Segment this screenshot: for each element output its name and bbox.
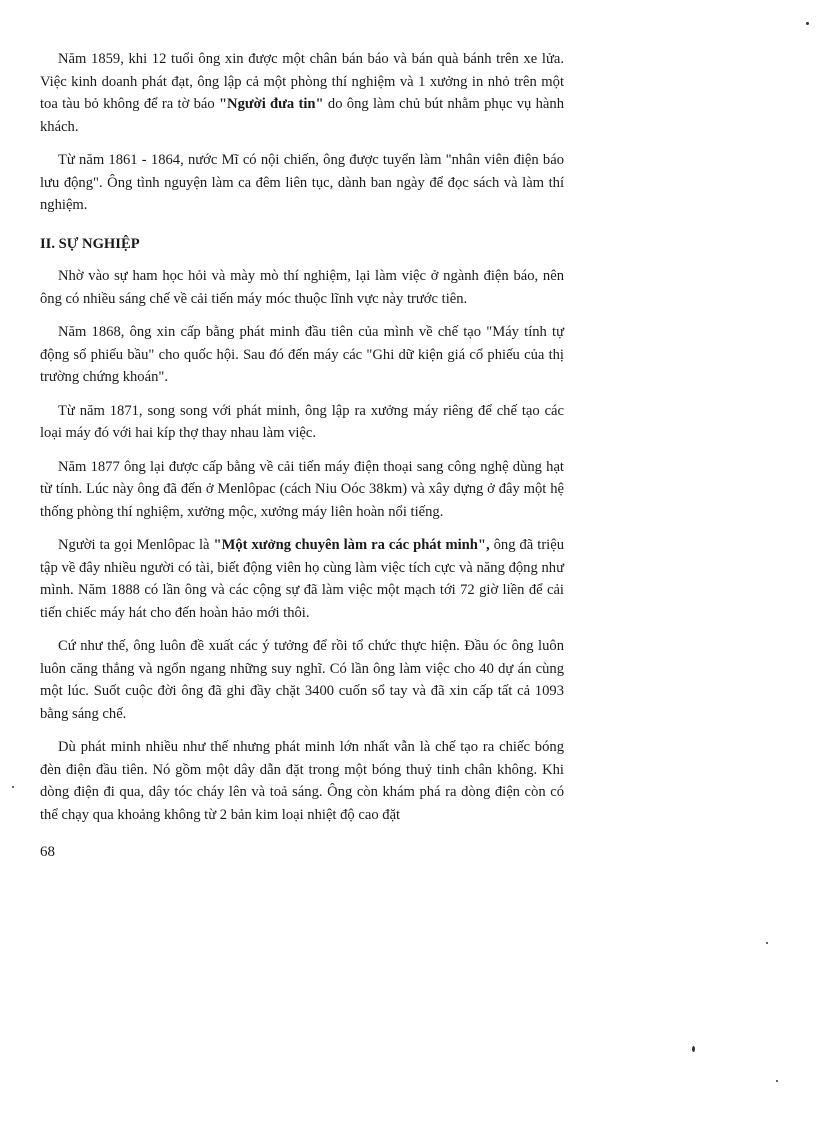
- page-body: [40, 48, 564, 837]
- paragraph-telegraph: Từ năm 1861 - 1864, nước Mĩ có nội chiến, ông được tuyển làm "nhân viên điện báo lưu động". Ông tình nguyện làm ca đêm liên tục, dành ban ngày để đọc sách và làm thí nghiệm.: [40, 152, 564, 213]
- paragraph-career-6: Cứ như thế, ông luôn đề xuất các ý tưởng để rồi tổ chức thực hiện. Đầu óc ông luôn luôn căng thẳng và ngổn ngang những suy nghĩ. Có lần ông làm việc cho 40 dự án cùng một lúc. Suốt cuộc đời ông đã ghi đầy chặt 3400 cuốn sổ tay và đã xin cấp tất cả 1093 bằng sáng chế.: [40, 638, 564, 722]
- paragraph-career-5: [40, 534, 564, 624]
- paragraph-career-3: Từ năm 1871, song song với phát minh, ông lập ra xưởng máy riêng để chế tạo các loại máy đó với hai kíp thợ thay nhau làm việc.: [40, 402, 564, 441]
- scan-speck: [12, 786, 14, 788]
- paragraph-text: Năm 1859, khi 12 tuổi ông xin được một chân bán báo và bán quà bánh trên xe lửa. Việc kinh doanh phát đạt, ông lập cả một phòng thí nghiệm và 1 xưởng in nhỏ trên một toa tàu bỏ không để ra tờ báo: [40, 51, 564, 112]
- newspaper-title: "Người đưa tin": [218, 96, 324, 112]
- paragraph-text: Người ta gọi Menlôpac là: [58, 537, 214, 553]
- paragraph-career-7: Dù phát minh nhiều như thế nhưng phát minh lớn nhất vẫn là chế tạo ra chiếc bóng đèn điện đầu tiên. Nó gồm một dây dẫn đặt trong một bóng thuỷ tinh chân không. Khi dòng điện đi qua, dây tóc cháy lên và toả sáng. Ông còn khám phá ra dòng điện còn có thể chạy qua khoảng không từ 2 bản kim loại nhiệt độ cao đặt: [40, 739, 564, 823]
- scan-speck: [806, 22, 809, 25]
- paragraph-career-4: Năm 1877 ông lại được cấp bằng về cải tiến máy điện thoại sang công nghệ dùng hạt từ tính. Lúc này ông đã đến ở Menlôpac (cách Niu Oóc 38km) và xây dựng ở đây một hệ thống phòng thí nghiệm, xưởng mộc, xưởng máy liên hoàn nổi tiếng.: [40, 458, 564, 520]
- page-number: 68: [40, 844, 55, 860]
- paragraph-newsboy: [40, 48, 564, 138]
- paragraph-text: ông đã triệu tập về đây nhiều người có tài, biết động viên họ cùng làm việc tích cực và năng động như mình. Năm 1888 có lần ông và các cộng sự đã làm việc một mạch tới 72 giờ liền để cải tiến chiếc máy hát cho đến hoàn hảo mới thôi.: [40, 537, 565, 621]
- section-heading: II. SỰ NGHIỆP: [40, 235, 140, 252]
- scan-speck: [776, 1080, 778, 1082]
- paragraph-career-1: Nhờ vào sự ham học hỏi và mày mò thí nghiệm, lại làm việc ở ngành điện báo, nên ông có nhiều sáng chế về cải tiến máy móc thuộc lĩnh vực này trước tiên.: [40, 268, 564, 307]
- bold-phrase: "Một xưởng chuyên làm ra các phát minh",: [213, 537, 490, 553]
- paragraph-career-2: Năm 1868, ông xin cấp bằng phát minh đầu tiên của mình về chế tạo "Máy tính tự động số phiếu bầu" cho quốc hội. Sau đó đến máy các "Ghi dữ kiện giá cổ phiếu của thị trường chứng khoán".: [40, 324, 564, 385]
- paragraph-text: do ông làm chủ bút nhằm phục vụ hành khách.: [40, 96, 564, 135]
- scan-speck: [692, 1046, 695, 1052]
- scan-speck: [766, 942, 768, 944]
